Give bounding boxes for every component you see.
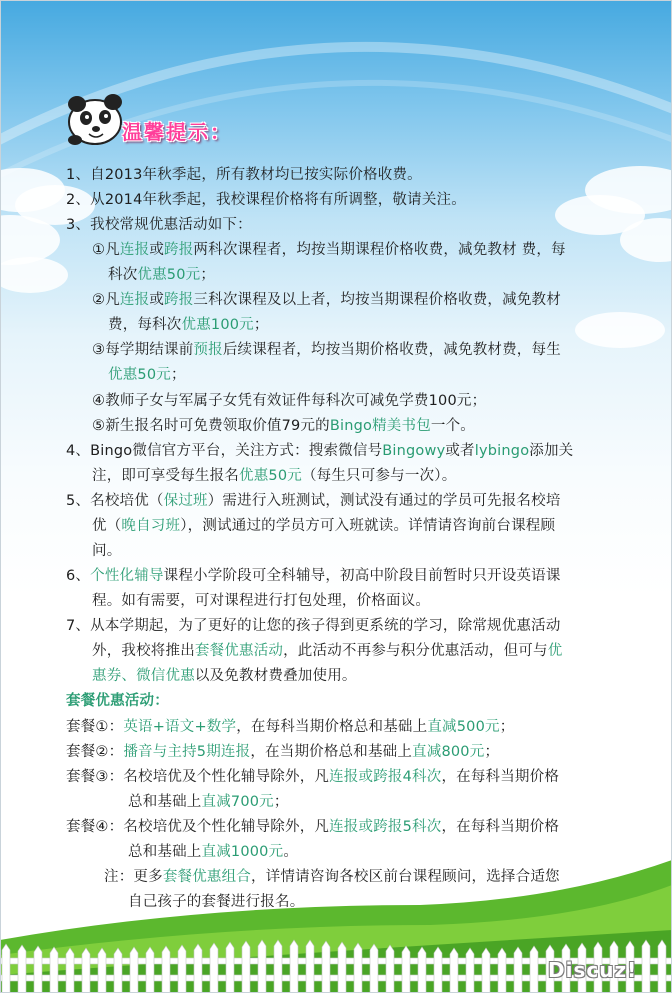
notice-line [66, 818, 559, 836]
highlight-text: 跨报 [164, 242, 194, 258]
highlight-text: 播音与主持5期连报 [123, 744, 251, 760]
body-text: 问。 [92, 543, 122, 559]
body-text: 。 [283, 844, 299, 860]
body-text: 以及免教材费叠加使用。 [194, 668, 357, 684]
page-title: 温馨提示： [122, 120, 232, 144]
body-text: ； [484, 744, 500, 760]
notice-line [92, 467, 456, 485]
body-text: 4、Bingo微信官方平台，关注方式：搜索微信号 [66, 443, 383, 459]
highlight-text: 连报 [119, 292, 150, 308]
body-text: ，此活动不再参与积分优惠活动，但可与 [283, 643, 548, 659]
body-text: 总和基础上 [128, 794, 202, 810]
notice-line [92, 642, 562, 660]
body-text: ）需进行入班测试，测试没有通过的学员可先报名校培 [207, 493, 561, 509]
body-text: ②凡 [92, 292, 120, 308]
body-text: （每生只可参与一次）。 [301, 468, 457, 484]
notice-line [108, 316, 269, 334]
body-text: 3、我校常规优惠活动如下： [66, 217, 252, 233]
highlight-text: 优惠50元 [108, 367, 171, 383]
notice-line [92, 241, 566, 259]
notice-line [92, 542, 121, 560]
body-text: 1、自2013年秋季起，所有教材均已按实际价格收费。 [66, 167, 422, 183]
highlight-text: 直减1000元 [201, 844, 284, 860]
highlight-text: 连报 [119, 242, 150, 258]
body-text: 或 [149, 292, 165, 308]
body-text: ，在每科当期价格 [441, 769, 560, 785]
highlight-text: 跨报 [164, 292, 194, 308]
notice-line [92, 341, 561, 359]
highlight-text: 套餐优惠活动 [194, 643, 284, 659]
body-text: 5、名校培优（ [66, 493, 164, 509]
highlight-text: lybingo [474, 443, 530, 459]
notice-line [92, 291, 561, 309]
body-text: 两科次课程者，均按当期课程价格收费，减免教材 费，每 [193, 242, 566, 258]
highlight-text: 优惠100元 [181, 317, 254, 333]
body-text: 7、从本学期起，为了更好的让您的孩子得到更系统的学习，除常规优惠活动 [66, 618, 561, 634]
body-text: ； [200, 267, 216, 283]
notice-line [108, 366, 186, 384]
notice-line [66, 442, 573, 460]
body-text: 6、 [66, 568, 91, 584]
notice-line [66, 492, 561, 510]
body-text: ； [253, 317, 269, 333]
notice-line [104, 868, 560, 886]
body-text: ； [170, 367, 186, 383]
body-text: 课程小学阶段可全科辅导，初高中阶段目前暂时只开设英语课 [163, 568, 561, 584]
body-text: ③每学期结课前 [92, 342, 194, 358]
body-text: 套餐②： [66, 744, 124, 760]
highlight-text: 晚自习班 [121, 518, 181, 534]
notice-line [66, 216, 252, 234]
highlight-text: 直减500元 [427, 719, 500, 735]
highlight-text: 套餐优惠组合 [162, 869, 252, 885]
body-text: 自己孩子的套餐进行报名。 [128, 894, 305, 910]
notice-line [66, 567, 561, 585]
section-heading: 套餐优惠活动： [66, 693, 169, 709]
body-text: 后续课程者，均按当期价格收费，减免教材费，每生 [222, 342, 561, 358]
body-text: ，在每科当期价格总和基础上 [236, 719, 428, 735]
highlight-text: 直减800元 [412, 744, 485, 760]
notice-line [66, 191, 466, 209]
body-text: 优（ [92, 518, 122, 534]
body-text: 2、从2014年秋季起，我校课程价格将有所调整，敬请关注。 [66, 192, 466, 208]
notice-line [108, 266, 215, 284]
body-text: 添加关 [529, 443, 574, 459]
notice-line [66, 743, 499, 761]
notice-line [66, 692, 169, 710]
body-text: 套餐③：名校培优及个性化辅导除外，凡 [66, 769, 330, 785]
body-text: 科次 [108, 267, 138, 283]
body-text: ，在当期价格总和基础上 [250, 744, 413, 760]
highlight-text: 保过班 [163, 493, 208, 509]
notice-line [92, 392, 486, 410]
notice-line [92, 517, 555, 535]
notice-line [92, 417, 475, 435]
watermark: Discuz! [548, 958, 638, 982]
body-text: ），测试通过的学员方可入班就读。详情请咨询前台课程顾 [180, 518, 556, 534]
body-text: 费，每科次 [108, 317, 182, 333]
notice-line [66, 166, 422, 184]
highlight-text: 预报 [193, 342, 223, 358]
highlight-text: 个性化辅导 [90, 568, 164, 584]
body-text: 注：更多 [104, 869, 163, 885]
body-text: 一个。 [430, 418, 476, 434]
notice-line [128, 893, 304, 911]
body-text: 或 [149, 242, 165, 258]
highlight-text: 优惠50元 [137, 267, 201, 283]
notice-line [66, 718, 514, 736]
body-text: 套餐①： [66, 719, 124, 735]
highlight-text: 直减700元 [201, 794, 274, 810]
body-text: ； [273, 794, 289, 810]
body-text: ①凡 [92, 242, 120, 258]
highlight-text: 连报或跨报5科次 [329, 819, 442, 835]
notice-line [66, 768, 559, 786]
highlight-text: 惠券、微信优惠 [92, 668, 195, 684]
body-text: 注，即可享受每生报名 [92, 468, 239, 484]
body-text: ⑤新生报名时可免费领取价值79元的 [92, 418, 330, 434]
notice-line [128, 843, 298, 861]
body-text: 程。如有需要，可对课程进行打包处理，价格面议。 [92, 593, 431, 609]
notice-line [92, 592, 430, 610]
notice-line [92, 667, 357, 685]
body-text: 套餐④：名校培优及个性化辅导除外，凡 [66, 819, 330, 835]
body-text: ，详情请咨询各校区前台课程顾问，选择合适您 [251, 869, 560, 885]
body-text: ④教师子女与军属子女凭有效证件每科次可减免学费100元； [92, 393, 487, 409]
body-text: ，在每科当期价格 [441, 819, 560, 835]
body-text: 总和基础上 [128, 844, 202, 860]
body-text: 三科次课程及以上者，均按当期课程价格收费，减免教材 [193, 292, 561, 308]
highlight-text: Bingowy [382, 443, 446, 459]
notice-line [128, 793, 289, 811]
body-text: 外，我校将推出 [92, 643, 195, 659]
highlight-text: 英语+语文+数学 [123, 719, 237, 735]
body-text: ； [499, 719, 515, 735]
highlight-text: 优惠50元 [239, 468, 302, 484]
body-text: 或者 [445, 443, 475, 459]
highlight-text: 优 [547, 643, 563, 659]
notice-line [66, 617, 561, 635]
highlight-text: Bingo精美书包 [329, 418, 431, 434]
highlight-text: 连报或跨报4科次 [329, 769, 442, 785]
